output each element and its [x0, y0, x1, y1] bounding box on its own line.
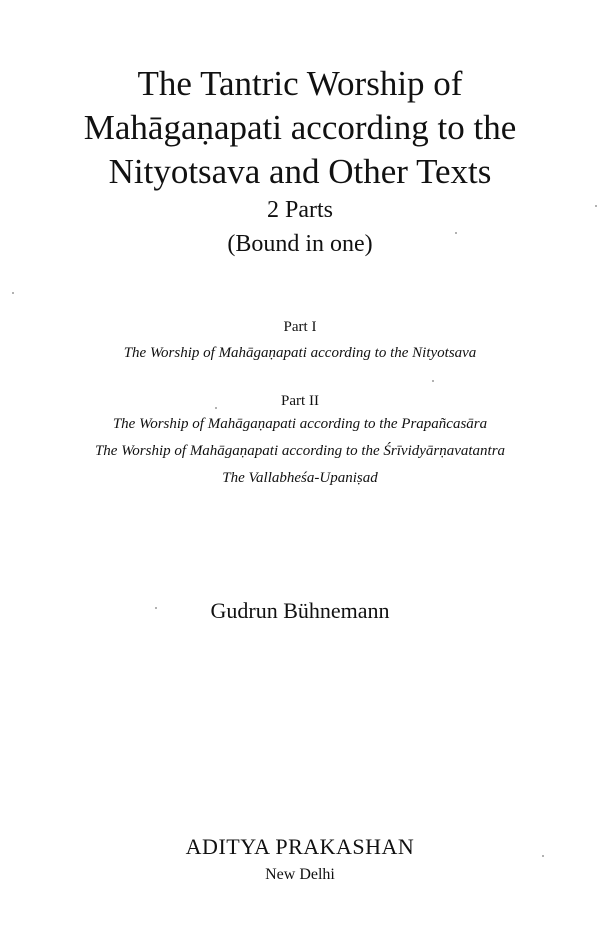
parts-count: 2 Parts	[267, 197, 333, 223]
publisher-name: ADITYA PRAKASHAN	[185, 834, 415, 859]
scan-speck	[595, 205, 597, 207]
title-line-1: The Tantric Worship of	[137, 64, 463, 103]
author-name: Gudrun Bühnemann	[210, 598, 390, 623]
publisher-place: New Delhi	[265, 866, 335, 883]
scan-speck	[432, 380, 434, 382]
title-line-3: Nityotsava and Other Texts	[108, 152, 492, 191]
title-line-2: Mahāgaṇapati according to the	[83, 108, 517, 147]
part-1-entry: The Worship of Mahāgaṇapati according to the Nityotsava	[123, 345, 477, 361]
scan-speck	[455, 232, 457, 234]
part-2-entry-2: The Worship of Mahāgaṇapati according to the Śrīvidyārṇavatantra	[94, 443, 506, 459]
scan-speck	[155, 607, 157, 609]
part-2-heading: Part II	[281, 393, 319, 409]
part-2-entry-1: The Worship of Mahāgaṇapati according to the Prapañcasāra	[112, 416, 488, 432]
part-2-entry-3: The Vallabheśa-Upaniṣad	[222, 470, 378, 486]
scan-speck	[542, 855, 544, 857]
scan-speck	[215, 407, 217, 409]
binding-note: (Bound in one)	[227, 231, 373, 257]
scan-speck	[12, 292, 14, 294]
part-1-heading: Part I	[283, 319, 317, 335]
